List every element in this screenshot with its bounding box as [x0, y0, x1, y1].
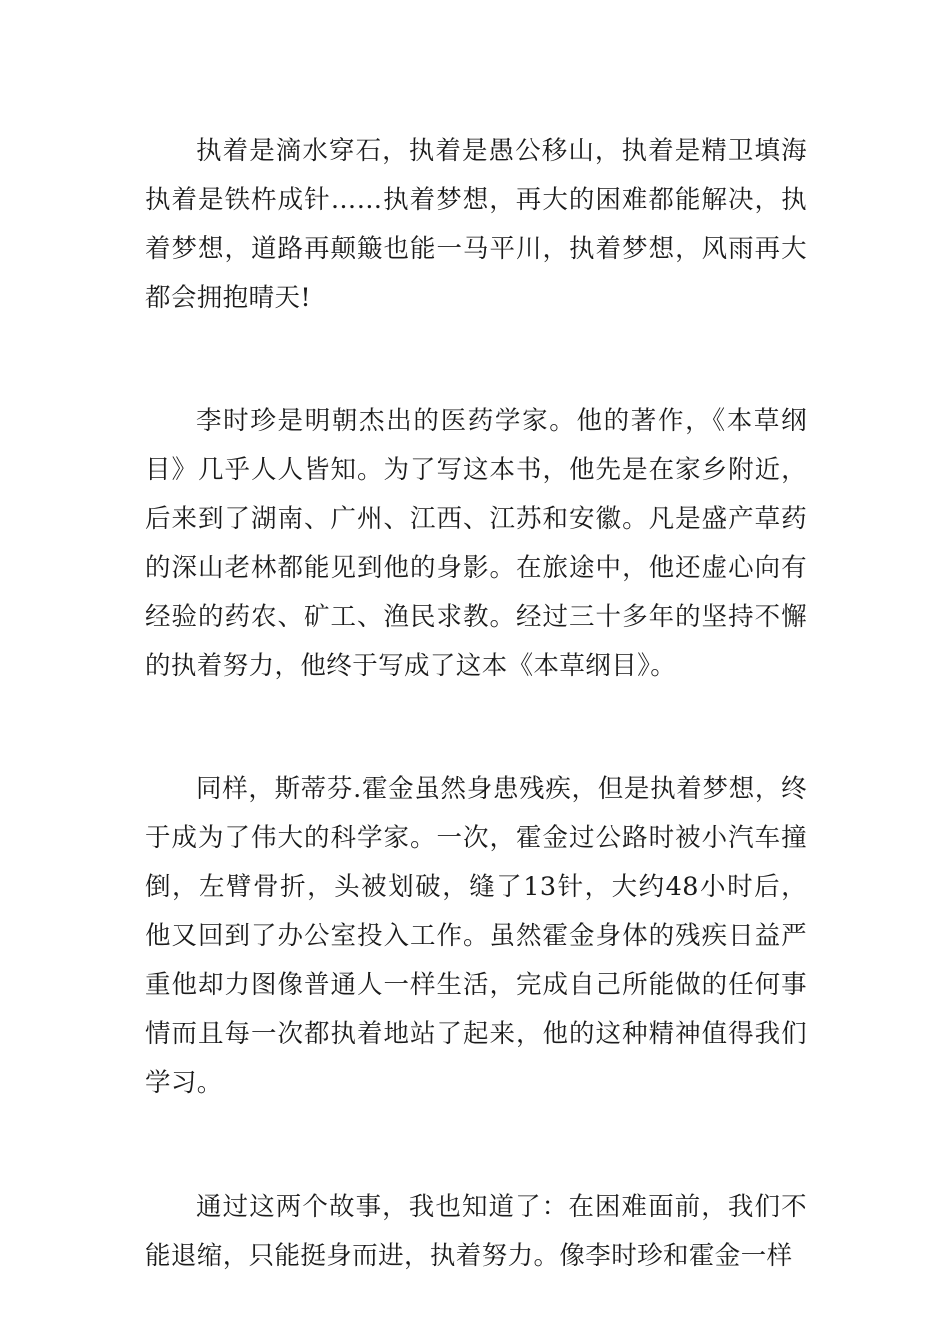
document-body	[145, 127, 807, 1281]
paragraph-spacer	[145, 691, 807, 765]
paragraph-spacer	[145, 323, 807, 397]
paragraph-spacer	[145, 1108, 807, 1183]
paragraph-li-shizhen: 李时珍是明朝杰出的医药学家。他的著作，《本草纲目》几乎人人皆知。为了写这本书，他先是在家乡附近，后来到了湖南、广州、江西、江苏和安徽。凡是盛产草药的深山老林都能见到他的身影。在旅途中，他还虚心向有经验的药农、矿工、渔民求教。经过三十多年的坚持不懈的执着努力，他终于写成了这本《本草纲目》。	[145, 406, 807, 681]
paragraph-hawking: 同样，斯蒂芬.霍金虽然身患残疾，但是执着梦想，终于成为了伟大的科学家。一次，霍金过公路时被小汽车撞倒，左臂骨折，头被划破，缝了13针，大约48小时后，他又回到了办公室投入工作。虽然霍金身体的残疾日益严重他却力图像普通人一样生活，完成自己所能做的任何事情而且每一次都执着地站了起来，他的这种精神值得我们学习。	[145, 774, 807, 1098]
paragraph-perseverance-intro: 执着是滴水穿石，执着是愚公移山，执着是精卫填海执着是铁杵成针……执着梦想，再大的困难都能解决，执着梦想，道路再颠簸也能一马平川，执着梦想，风雨再大都会拥抱晴天!	[145, 136, 807, 313]
paragraph-conclusion: 通过这两个故事，我也知道了：在困难面前，我们不能退缩，只能挺身而进，执着努力。像李时珍和霍金一样	[145, 1192, 807, 1271]
